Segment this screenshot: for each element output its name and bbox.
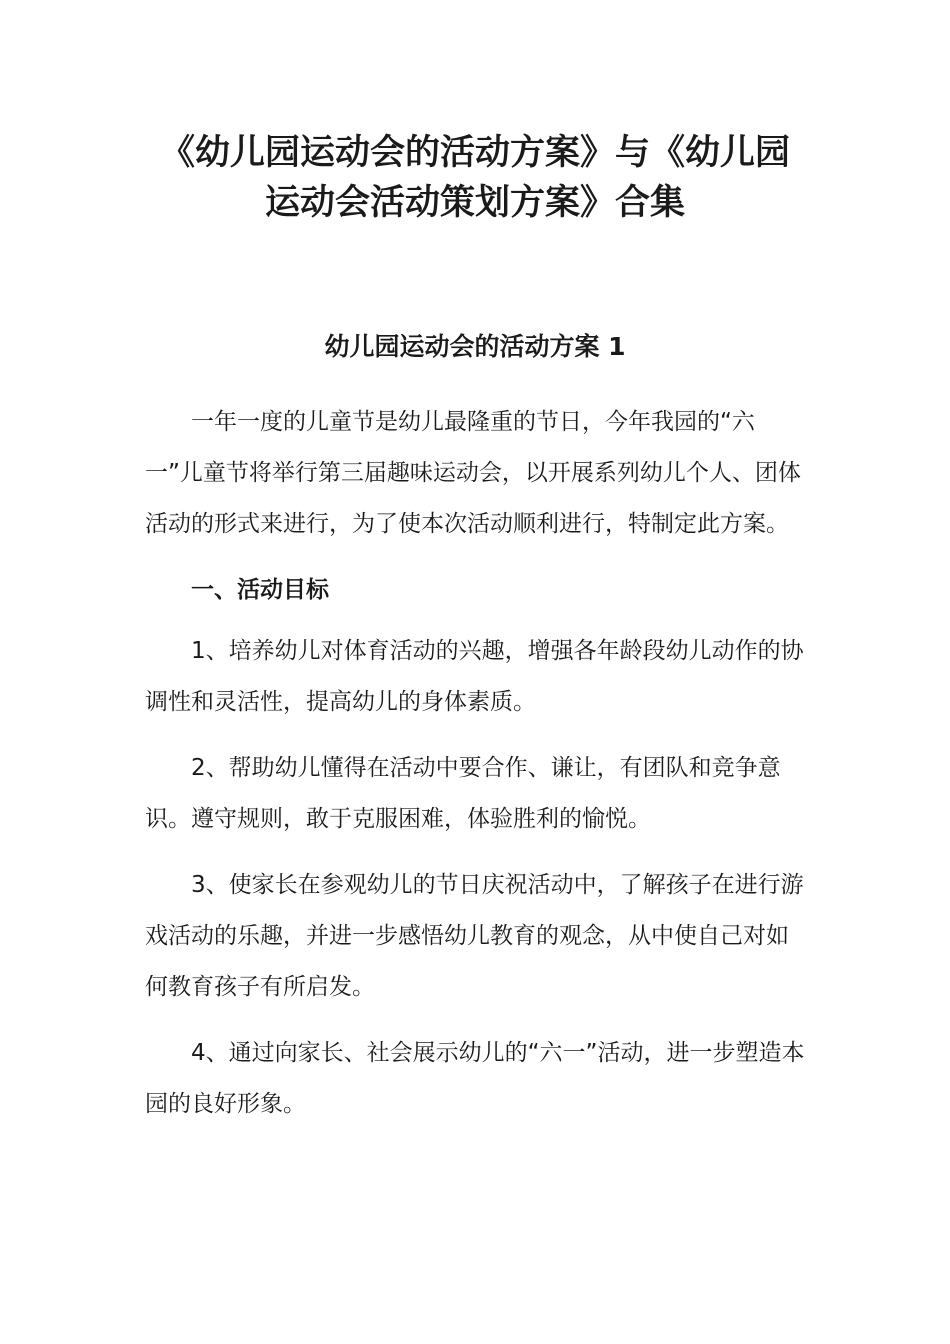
subheading-activity-goals: 一、活动目标	[191, 577, 329, 603]
document-body	[145, 397, 807, 1145]
document-title	[145, 128, 805, 228]
goal-paragraph-1: 1、培养幼儿对体育活动的兴趣，增强各年龄段幼儿动作的协调性和灵活性，提高幼儿的身体素质。	[145, 638, 804, 715]
goal-paragraph-3: 3、使家长在参观幼儿的节日庆祝活动中，了解孩子在进行游戏活动的乐趣，并进一步感悟幼儿教育的观念，从中使自己对如何教育孩子有所启发。	[145, 872, 804, 1000]
document-title-line-1: 《幼儿园运动会的活动方案》与《幼儿园	[159, 133, 790, 173]
document-title-line-2: 运动会活动策划方案》合集	[264, 183, 685, 223]
section-title: 幼儿园运动会的活动方案 1	[324, 332, 626, 361]
intro-paragraph: 一年一度的儿童节是幼儿最隆重的节日，今年我园的“六一”儿童节将举行第三届趣味运动会，以开展系列幼儿个人、团体活动的形式来进行，为了使本次活动顺利进行，特制定此方案。	[145, 409, 801, 537]
goal-paragraph-2: 2、帮助幼儿懂得在活动中要合作、谦让，有团队和竞争意识。遵守规则，敢于克服困难，体验胜利的愉悦。	[145, 755, 781, 832]
goal-paragraph-4: 4、通过向家长、社会展示幼儿的“六一”活动，进一步塑造本园的良好形象。	[145, 1040, 805, 1117]
